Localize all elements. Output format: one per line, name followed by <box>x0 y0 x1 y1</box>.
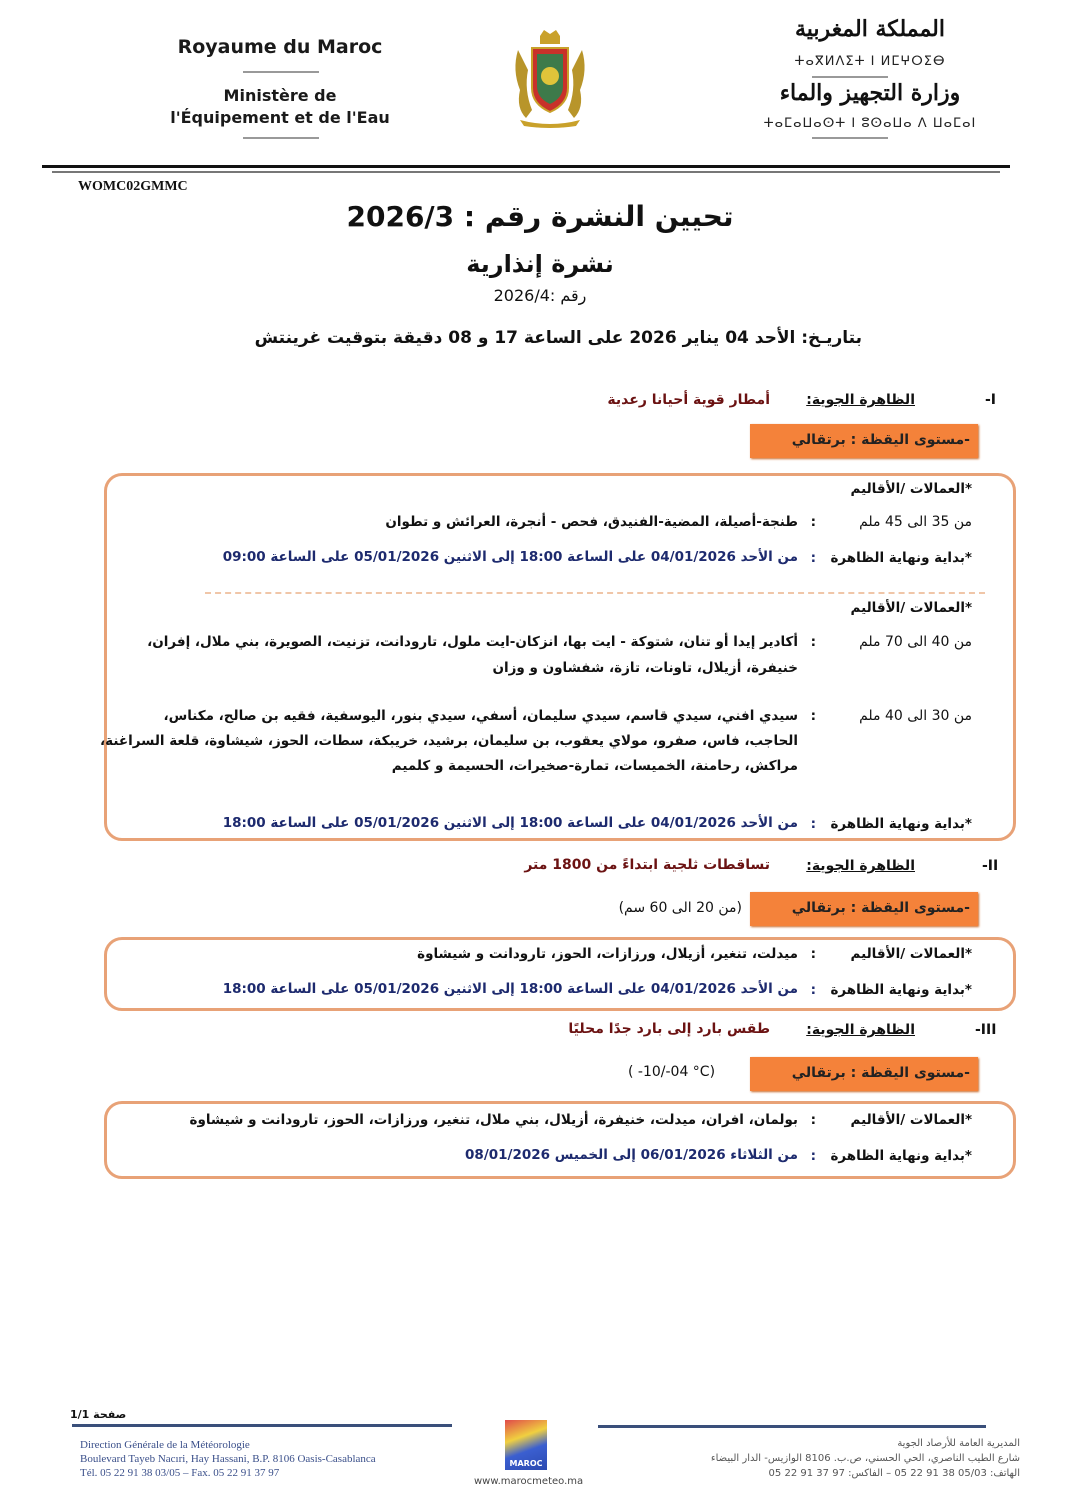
phenomenon-value: طقس بارد إلى بارد جدًا محليًا <box>568 1021 770 1037</box>
footer-fr-line: Boulevard Tayeb Nacıri, Hay Hassani, B.P. 8106 Oasis-Casablanca <box>80 1453 376 1465</box>
section-numeral: -I <box>985 392 997 408</box>
alert-level-badge <box>750 892 978 926</box>
logo-text: MAROC <box>509 1459 543 1468</box>
period: من الأحد 04/01/2026 على الساعة 18:00 إلى الاثنين 05/01/2026 على الساعة 18:00 <box>222 981 798 997</box>
header-rule <box>42 165 1010 168</box>
header-fr-ministry-1: Ministère de <box>223 86 337 105</box>
colon: : <box>810 514 816 530</box>
header-ar-kingdom: المملكة المغربية <box>795 16 945 42</box>
alert-level-text: -مستوى اليقظة : برتقالي <box>791 432 970 448</box>
footer-fr-address <box>80 1438 376 1480</box>
colon: : <box>810 816 816 832</box>
section-numeral: -III <box>975 1022 997 1038</box>
header-fr-ministry-2: l'Équipement et de l'Eau <box>170 108 390 127</box>
section-numeral: -II <box>982 858 999 874</box>
header-ar-ministry: وزارة التجهيز والماء <box>779 80 961 106</box>
phenomenon-value: أمطار قوية أحيانا رعدية <box>607 392 770 408</box>
issue-date: بتاريـخ: الأحد 04 يناير 2026 على الساعة 17 و 08 دقيقة بتوقيت غرينتش <box>254 328 862 348</box>
alert-level-badge <box>750 1057 978 1091</box>
start-end-label: *بداية ونهاية الظاهرة <box>830 982 972 998</box>
footer-ar-address <box>711 1436 1020 1481</box>
provinces-label: *العمالات /الأقاليم <box>850 1112 972 1128</box>
areas-line: خنيفرة، أزيلال، تاونات، تازة، شفشاون و وزان <box>492 660 798 676</box>
header-rule <box>52 171 1000 173</box>
phenomenon-value: تساقطات ثلجية ابتداءً من 1800 متر <box>524 857 770 873</box>
temperature-range-note: ( -10/-04 °C) <box>628 1064 716 1080</box>
header-tifinagh-ministry: ⵜⴰⵎⴰⵡⴰⵙⵜ ⵏ ⵓⵙⴰⵡⴰ ⴷ ⵡⴰⵎⴰⵏ <box>763 116 977 131</box>
footer-ar-line: المديرية العامة للأرصاد الجوية <box>897 1438 1020 1449</box>
period: من الأحد 04/01/2026 على الساعة 18:00 إلى الاثنين 05/01/2026 على الساعة 09:00 <box>222 549 798 565</box>
provinces-label: *العمالات /الأقاليم <box>850 600 972 616</box>
areas-line: طنجة-أصيلة، المضية-الفنيدق، فحص - أنجرة، العرائش و تطوان <box>385 514 798 530</box>
footer-fr-line: Direction Générale de la Météorologie <box>80 1439 250 1451</box>
colon: : <box>810 550 816 566</box>
colon: : <box>810 708 816 724</box>
footer-rule <box>598 1425 986 1428</box>
page-number: صفحة 1/1 <box>70 1408 127 1421</box>
areas-line: بولمان، افران، ميدلت، خنيفرة، أزيلال، بني ملال، تنغير، ورزازات، الحوز، تارودانت و شيشاوة <box>189 1112 798 1128</box>
coat-of-arms-emblem <box>510 30 590 130</box>
phenomenon-label: الظاهرة الجوية: <box>806 858 915 874</box>
divider <box>812 76 888 78</box>
areas-line: ميدلت، تنغير، أزيلال، ورزازات، الحوز، تارودانت و شيشاوة <box>417 946 798 962</box>
website-link[interactable]: www.marocmeteo.ma <box>474 1476 584 1487</box>
areas-line: أكادير إيدا أو تنان، شتوكة - ايت بها، انزكان-ايت ملول، تارودانت، تزنيت، الصويرة، بني ملال، إفران، <box>147 634 798 650</box>
start-end-label: *بداية ونهاية الظاهرة <box>830 550 972 566</box>
header-fr-kingdom: Royaume du Maroc <box>177 36 383 58</box>
footer-fr-line: Tél. 05 22 91 38 03/05 – Fax. 05 22 91 37 97 <box>80 1467 280 1479</box>
divider <box>243 137 319 139</box>
colon: : <box>810 1148 816 1164</box>
maroc-meteo-logo <box>505 1420 547 1470</box>
amount: من 30 الى 40 ملم <box>859 708 972 724</box>
provinces-label: *العمالات /الأقاليم <box>850 481 972 497</box>
bulletin-number: رقم :2026/4 <box>493 286 587 305</box>
colon: : <box>810 946 816 962</box>
period: من الأحد 04/01/2026 على الساعة 18:00 إلى الاثنين 05/01/2026 على الساعة 18:00 <box>222 815 798 831</box>
start-end-label: *بداية ونهاية الظاهرة <box>830 816 972 832</box>
amount: من 40 الى 70 ملم <box>859 634 972 650</box>
bulletin-reference-code: WOMC02GMMC <box>78 179 188 194</box>
update-title: تحيين النشرة رقم : 2026/3 <box>346 200 734 233</box>
divider <box>243 71 319 73</box>
phenomenon-label: الظاهرة الجوية: <box>806 392 915 408</box>
areas-line: الحاجب، فاس، صفرو، مولاي يعقوب، بن سليمان، برشيد، خريبكة، سطات، الحوز، شيشاوة، قلعة السراغنة، <box>100 733 798 749</box>
header-tifinagh-kingdom: ⵜⴰⴳⵍⴷⵉⵜ ⵏ ⵍⵎⵖⵔⵉⴱ <box>794 54 946 69</box>
footer-ar-line: الهاتف: 05/03 38 91 22 05 – الفاكس: 97 37 91 22 05 <box>768 1468 1020 1479</box>
alert-level-text: -مستوى اليقظة : برتقالي <box>791 1065 970 1081</box>
footer-ar-line: شارع الطيب الناصري، الحي الحسني، ص.ب. 8106 الوازيس- الدار البيضاء <box>710 1453 1020 1464</box>
areas-line: سيدي افني، سيدي قاسم، سيدي سليمان، أسفي، سيدي بنور، اليوسفية، فقيه بن صالح، مكناس، <box>163 708 798 724</box>
colon: : <box>810 1112 816 1128</box>
alert-level-badge <box>750 424 978 458</box>
provinces-label: *العمالات /الأقاليم <box>850 946 972 962</box>
footer-rule <box>72 1424 452 1427</box>
bulletin-title: نشرة إنذارية <box>466 250 614 278</box>
alert-level-text: -مستوى اليقظة : برتقالي <box>791 900 970 916</box>
areas-line: مراكش، رحامنة، الخميسات، تمارة-صخيرات، الحسيمة و كلميم <box>391 758 798 774</box>
phenomenon-label: الظاهرة الجوية: <box>806 1022 915 1038</box>
colon: : <box>810 634 816 650</box>
start-end-label: *بداية ونهاية الظاهرة <box>830 1148 972 1164</box>
colon: : <box>810 982 816 998</box>
divider <box>812 137 888 139</box>
amount: من 35 الى 45 ملم <box>859 514 972 530</box>
period: من الثلاثاء 06/01/2026 إلى الخميس 08/01/2026 <box>465 1147 798 1163</box>
snow-depth-note: (من 20 الى 60 سم) <box>618 900 742 916</box>
dashed-separator <box>205 592 985 594</box>
